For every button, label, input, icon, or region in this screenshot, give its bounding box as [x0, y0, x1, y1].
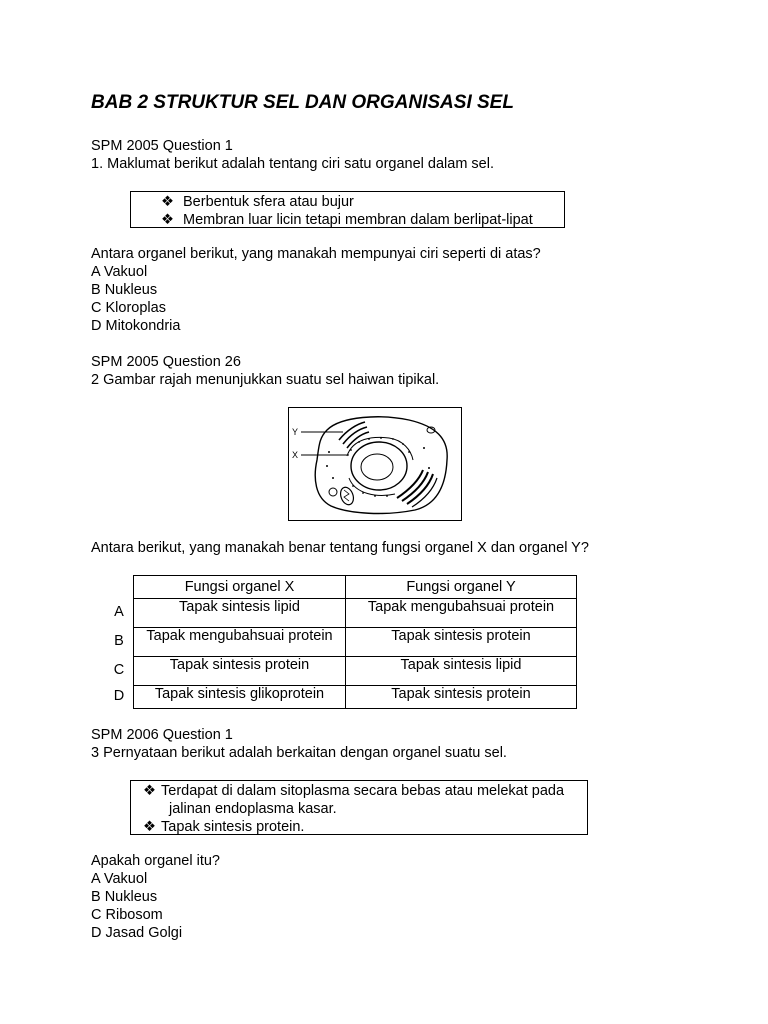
table-row [134, 628, 577, 657]
page-title: BAB 2 STRUKTUR SEL DAN ORGANISASI SEL [91, 92, 514, 113]
cell-y: Tapak mengubahsuai protein [346, 599, 577, 628]
label-y: Y [292, 427, 299, 437]
option-label-a: A [114, 604, 124, 620]
cell-x: Tapak sintesis lipid [134, 599, 346, 628]
q2-question: Antara berikut, yang manakah benar tentang fungsi organel X dan organel Y? [91, 540, 589, 556]
q3-point: ❖ Tapak sintesis protein. [143, 819, 305, 835]
header-x: Fungsi organel X [134, 576, 346, 599]
q3-question: Apakah organel itu? [91, 853, 220, 869]
diamond-bullet-icon: ❖ [161, 212, 174, 228]
q1-source: SPM 2005 Question 1 [91, 138, 233, 154]
option-label-b: B [114, 633, 124, 649]
table-row [134, 657, 577, 686]
q3-option-d: D Jasad Golgi [91, 925, 183, 941]
q3-point: ❖ Terdapat di dalam sitoplasma secara bebas atau melekat pada [143, 783, 565, 799]
diamond-bullet-icon: ❖ [143, 819, 156, 835]
cell-x: Tapak sintesis glikoprotein [134, 686, 346, 709]
q3-info-box [130, 780, 588, 835]
q3-stem: 3 Pernyataan berikut adalah berkaitan dengan organel suatu sel. [91, 745, 507, 761]
cell-y: Tapak sintesis lipid [346, 657, 577, 686]
q2-stem: 2 Gambar rajah menunjukkan suatu sel haiwan tipikal. [91, 372, 440, 388]
animal-cell-diagram [288, 407, 462, 521]
q3-option-c: C Ribosom [91, 907, 163, 923]
cell-y: Tapak sintesis protein [346, 628, 577, 657]
q1-point: ❖ Berbentuk sfera atau bujur [161, 194, 354, 210]
q1-stem: 1. Maklumat berikut adalah tentang ciri satu organel dalam sel. [91, 156, 494, 172]
q1-point: ❖ Membran luar licin tetapi membran dalam berlipat-lipat [161, 212, 533, 228]
answer-table [133, 575, 577, 709]
table-header-row [134, 576, 577, 599]
header-y: Fungsi organel Y [346, 576, 577, 599]
q1-question: Antara organel berikut, yang manakah mempunyai ciri seperti di atas? [91, 246, 541, 262]
table-row [134, 686, 577, 709]
cell-x: Tapak sintesis protein [134, 657, 346, 686]
option-label-c: C [113, 662, 125, 678]
q3-option-b: B Nukleus [91, 889, 158, 905]
cell-y: Tapak sintesis protein [346, 686, 577, 709]
diamond-bullet-icon: ❖ [161, 194, 174, 210]
q1-option-d: D Mitokondria [91, 318, 181, 334]
q3-point-continuation: jalinan endoplasma kasar. [169, 801, 337, 817]
cell-drawing [289, 408, 461, 520]
option-label-d: D [113, 688, 125, 704]
q1-option-c: C Kloroplas [91, 300, 166, 316]
diamond-bullet-icon: ❖ [143, 783, 156, 799]
q1-option-a: A Vakuol [91, 264, 148, 280]
q2-source: SPM 2005 Question 26 [91, 354, 241, 370]
label-x: X [292, 450, 299, 460]
q3-source: SPM 2006 Question 1 [91, 727, 233, 743]
table-row [134, 599, 577, 628]
q1-option-b: B Nukleus [91, 282, 158, 298]
q1-info-box [130, 191, 565, 228]
q3-option-a: A Vakuol [91, 871, 148, 887]
cell-x: Tapak mengubahsuai protein [134, 628, 346, 657]
